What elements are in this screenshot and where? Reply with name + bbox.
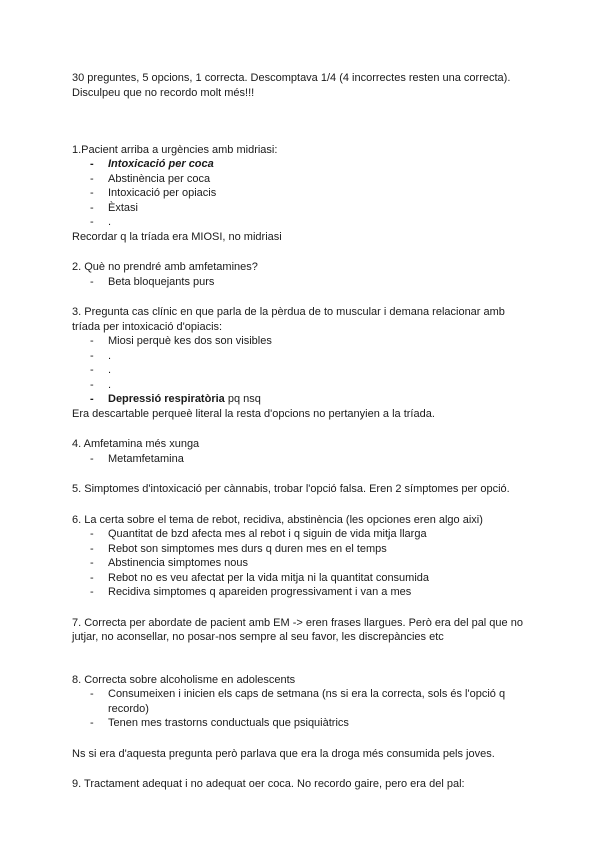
list-item: - Abstinencia simptomes nous	[72, 556, 532, 571]
question-7-title-line-1: 7. Correcta per abordate de pacient amb EM -> eren frases llargues. Però era del pal que no	[72, 616, 523, 629]
list-item: - Miosi perquè kes dos son visibles	[72, 334, 532, 349]
list-item	[72, 392, 532, 407]
list-item: - Rebot no es veu afectat per la vida mitja ni la quantitat consumida	[72, 571, 532, 586]
question-1-options	[72, 157, 532, 230]
question-6-title: 6. La certa sobre el tema de rebot, recidiva, abstinència (les opciones eren algo aixi)	[72, 513, 483, 526]
list-item: - Abstinència per coca	[72, 172, 532, 187]
list-item: - .	[72, 363, 532, 378]
question-1-correct-option: Intoxicació per coca	[108, 158, 214, 170]
question-1-title: 1.Pacient arriba a urgències amb midriasi:	[72, 143, 278, 156]
list-item: - Recidiva simptomes q apareiden progressivament i van a mes	[72, 585, 532, 600]
question-3-note: Era descartable perqueè literal la resta d'opcions no pertanyien a la tríada.	[72, 407, 435, 420]
question-4-options	[72, 452, 532, 467]
question-3-correct-option: Depressió respiratòria	[108, 393, 225, 405]
question-4-title: 4. Amfetamina més xunga	[72, 438, 200, 450]
intro-line-2: Disculpeu que no recordo molt més!!!	[72, 86, 255, 99]
question-1-note: Recordar q la tríada era MIOSI, no midriasi	[72, 230, 282, 243]
question-8-title: 8. Correcta sobre alcoholisme en adolescents	[72, 673, 296, 686]
question-3-options	[72, 334, 532, 407]
list-item	[72, 157, 532, 172]
question-8-option-1-line-2: recordo)	[108, 702, 149, 715]
list-item: - Intoxicació per opiacis	[72, 186, 532, 201]
question-2-options	[72, 275, 532, 290]
list-item: - Quantitat de bzd afecta mes al rebot i q siguin de vida mitja llarga	[72, 527, 532, 542]
list-item: - .	[72, 378, 532, 393]
question-8-options	[72, 687, 532, 731]
list-item: - Metamfetamina	[72, 452, 532, 467]
question-8-note: Ns si era d'aquesta pregunta però parlava que era la droga més consumida pels joves.	[72, 747, 495, 760]
question-2-title: 2. Què no prendré amb amfetamines?	[72, 261, 258, 273]
list-item: - .	[72, 215, 532, 230]
list-item	[72, 687, 532, 716]
question-6-options	[72, 527, 532, 600]
question-3-correct-option-suffix: pq nsq	[224, 393, 261, 405]
intro-line-1: 30 preguntes, 5 opcions, 1 correcta. Descomptava 1/4 (4 incorrectes resten una correcta).	[72, 72, 511, 84]
question-3-title-line-2: tríada per intoxicació d'opiacis:	[72, 320, 223, 333]
question-3-title-line-1: 3. Pregunta cas clínic en que parla de la pèrdua de to muscular i demana relacionar amb	[72, 306, 505, 318]
document-page	[72, 71, 532, 792]
list-item: - Beta bloquejants purs	[72, 275, 532, 290]
list-item: - Èxtasi	[72, 201, 532, 216]
list-item: - .	[72, 349, 532, 364]
list-item: - Tenen mes trastorns conductuals que psiquiàtrics	[72, 716, 532, 731]
question-7-title-line-2: jutjar, no aconsellar, no posar-nos sempre al seu favor, les discrepàncies etc	[72, 631, 444, 643]
question-9-title: 9. Tractament adequat i no adequat oer coca. No recordo gaire, pero era del pal:	[72, 778, 465, 790]
list-item: - Rebot son simptomes mes durs q duren mes en el temps	[72, 542, 532, 557]
question-8-option-1-line-1: Consumeixen i inicien els caps de setmana (ns si era la correcta, sols és l'opció q	[108, 688, 506, 700]
question-5-title: 5. Simptomes d'intoxicació per cànnabis, trobar l'opció falsa. Eren 2 símptomes per opció.	[72, 483, 510, 495]
